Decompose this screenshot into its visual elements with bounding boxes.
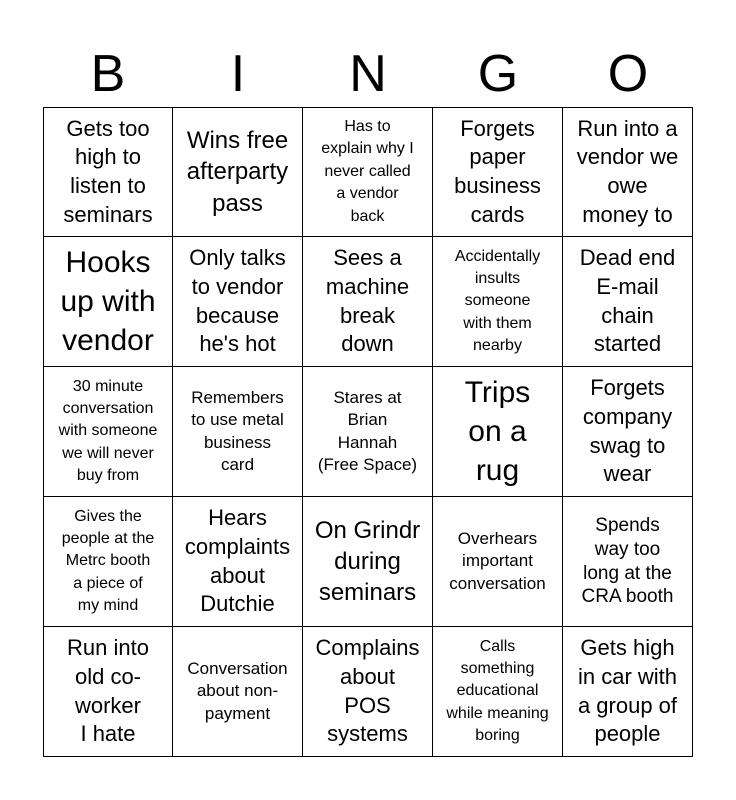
header-letter-b: B [90, 45, 126, 103]
bingo-cell[interactable] [43, 107, 173, 237]
cell-text: Sees a machine break down [325, 245, 410, 357]
cell-text: 30 minute conversation with someone we will never buy from [58, 377, 158, 485]
cell-text: Remembers to use metal business card [191, 388, 284, 474]
bingo-cell[interactable] [563, 367, 693, 497]
cell-text: Has to explain why I never called a vendor back [321, 118, 414, 225]
bingo-cell[interactable] [433, 237, 563, 367]
bingo-cell[interactable] [433, 627, 563, 757]
cell-text: Overhears important conversation [449, 529, 546, 593]
cell-text: Accidentally insults someone with them nearby [454, 247, 541, 355]
cell-text: Forgets company swag to wear [582, 375, 673, 487]
cell-text: Stares at Brian Hannah (Free Space) [317, 388, 418, 474]
bingo-board [43, 107, 693, 757]
cell-text: Calls something educational while meaning boring [446, 637, 549, 745]
cell-text: Gets high in car with a group of people [577, 635, 678, 747]
bingo-cell[interactable] [43, 237, 173, 367]
bingo-cell[interactable] [43, 367, 173, 497]
bingo-cell free-space[interactable] [303, 367, 433, 497]
bingo-cell[interactable] [303, 237, 433, 367]
bingo-cell[interactable] [433, 497, 563, 627]
header-letter-i: I [230, 45, 246, 103]
cell-text: Spends way too long at the CRA booth [581, 515, 674, 608]
bingo-cell[interactable] [433, 367, 563, 497]
bingo-cell[interactable] [303, 107, 433, 237]
cell-text: Gets too high to listen to seminars [63, 115, 153, 227]
cell-text: On Grindr during seminars [314, 516, 421, 607]
bingo-cell[interactable] [433, 107, 563, 237]
bingo-cell[interactable] [303, 627, 433, 757]
bingo-cell[interactable] [563, 107, 693, 237]
cell-text: Only talks to vendor because he's hot [189, 245, 286, 357]
bingo-cell[interactable] [173, 367, 303, 497]
bingo-cell[interactable] [173, 497, 303, 627]
cell-text: Conversation about non- payment [187, 659, 288, 723]
cell-text: Trips on a rug [464, 376, 531, 487]
cell-text: Forgets paper business cards [454, 115, 541, 227]
bingo-cell[interactable] [173, 627, 303, 757]
bingo-cell[interactable] [563, 237, 693, 367]
cell-text: Complains about POS systems [315, 635, 420, 747]
bingo-header [43, 40, 693, 108]
header-letter-n: N [349, 45, 387, 103]
bingo-cell[interactable] [43, 627, 173, 757]
cell-text: Wins free afterparty pass [186, 127, 289, 217]
cell-text: Run into a vendor we owe money to [576, 115, 679, 227]
cell-text: Gives the people at the Metrc booth a piece of my mind [61, 507, 155, 615]
cell-text: Dead end E-mail chain started [579, 245, 676, 357]
bingo-cell[interactable] [173, 237, 303, 367]
cell-text: Hooks up with vendor [60, 246, 156, 357]
cell-text: Run into old co- worker I hate [67, 635, 149, 747]
bingo-cell[interactable] [303, 497, 433, 627]
bingo-cell[interactable] [173, 107, 303, 237]
bingo-cell[interactable] [43, 497, 173, 627]
header-letter-g: G [477, 45, 519, 103]
cell-text: Hears complaints about Dutchie [184, 505, 291, 617]
bingo-cell[interactable] [563, 497, 693, 627]
bingo-cell[interactable] [563, 627, 693, 757]
header-letter-o: O [607, 45, 649, 103]
